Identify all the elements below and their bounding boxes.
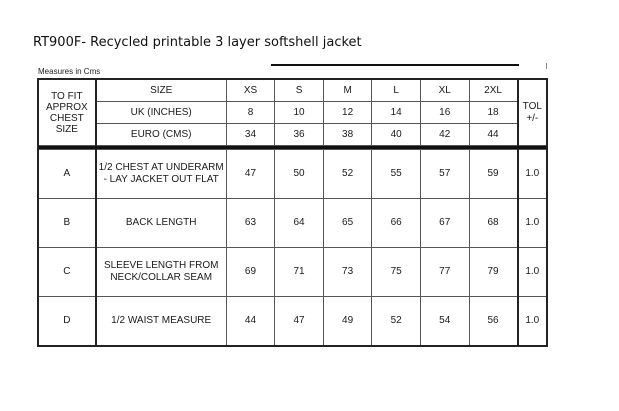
- row-code: D: [38, 297, 96, 347]
- row-value: 77: [420, 248, 469, 297]
- euro-size: 42: [420, 124, 469, 146]
- size-heading: XL: [420, 79, 469, 102]
- row-value: 66: [372, 199, 421, 248]
- row-value: 52: [372, 297, 421, 347]
- row-code: C: [38, 248, 96, 297]
- euro-size: 34: [226, 124, 275, 146]
- fit-label: TO FIT APPROX CHEST SIZE: [38, 79, 96, 146]
- row-value: 47: [226, 150, 275, 199]
- row-tolerance: 1.0: [518, 199, 547, 248]
- size-heading: S: [275, 79, 324, 102]
- row-value: 71: [275, 248, 324, 297]
- size-chart-table: [37, 78, 548, 347]
- row-code: A: [38, 150, 96, 199]
- row-description: 1/2 CHEST AT UNDERARM - LAY JACKET OUT FLAT: [96, 150, 227, 199]
- edge-mark: [546, 63, 547, 69]
- size-label: SIZE: [96, 79, 227, 102]
- row-value: 44: [226, 297, 275, 347]
- row-value: 59: [469, 150, 518, 199]
- tolerance-label: TOL +/-: [518, 79, 547, 146]
- row-tolerance: 1.0: [518, 297, 547, 347]
- size-heading: M: [323, 79, 372, 102]
- row-description: SLEEVE LENGTH FROM NECK/COLLAR SEAM: [96, 248, 227, 297]
- size-heading: 2XL: [469, 79, 518, 102]
- uk-size: 10: [275, 102, 324, 124]
- row-value: 47: [275, 297, 324, 347]
- table-row: [38, 248, 547, 297]
- row-value: 55: [372, 150, 421, 199]
- uk-size: 16: [420, 102, 469, 124]
- uk-label: UK (INCHES): [96, 102, 227, 124]
- row-value: 79: [469, 248, 518, 297]
- measures-note: Measures in Cms: [38, 67, 101, 76]
- row-value: 68: [469, 199, 518, 248]
- row-description: 1/2 WAIST MEASURE: [96, 297, 227, 347]
- table-row: [38, 297, 547, 347]
- euro-size: 36: [275, 124, 324, 146]
- size-heading: XS: [226, 79, 275, 102]
- row-value: 49: [323, 297, 372, 347]
- row-value: 67: [420, 199, 469, 248]
- row-value: 69: [226, 248, 275, 297]
- row-value: 52: [323, 150, 372, 199]
- table-row: [38, 150, 547, 199]
- row-description: BACK LENGTH: [96, 199, 227, 248]
- header-rule: [271, 64, 519, 66]
- row-tolerance: 1.0: [518, 150, 547, 199]
- uk-size: 18: [469, 102, 518, 124]
- euro-size: 40: [372, 124, 421, 146]
- euro-size: 38: [323, 124, 372, 146]
- row-value: 73: [323, 248, 372, 297]
- header-row-size: [38, 79, 547, 102]
- uk-size: 14: [372, 102, 421, 124]
- row-value: 65: [323, 199, 372, 248]
- row-code: B: [38, 199, 96, 248]
- row-value: 63: [226, 199, 275, 248]
- euro-label: EURO (CMS): [96, 124, 227, 146]
- row-value: 54: [420, 297, 469, 347]
- uk-size: 12: [323, 102, 372, 124]
- header-row-euro: [38, 124, 547, 146]
- table-row: [38, 199, 547, 248]
- row-value: 57: [420, 150, 469, 199]
- row-tolerance: 1.0: [518, 248, 547, 297]
- size-heading: L: [372, 79, 421, 102]
- row-value: 56: [469, 297, 518, 347]
- uk-size: 8: [226, 102, 275, 124]
- row-value: 75: [372, 248, 421, 297]
- header-row-uk: [38, 102, 547, 124]
- euro-size: 44: [469, 124, 518, 146]
- row-value: 64: [275, 199, 324, 248]
- document-title: RT900F- Recycled printable 3 layer softshell jacket: [33, 35, 362, 50]
- row-value: 50: [275, 150, 324, 199]
